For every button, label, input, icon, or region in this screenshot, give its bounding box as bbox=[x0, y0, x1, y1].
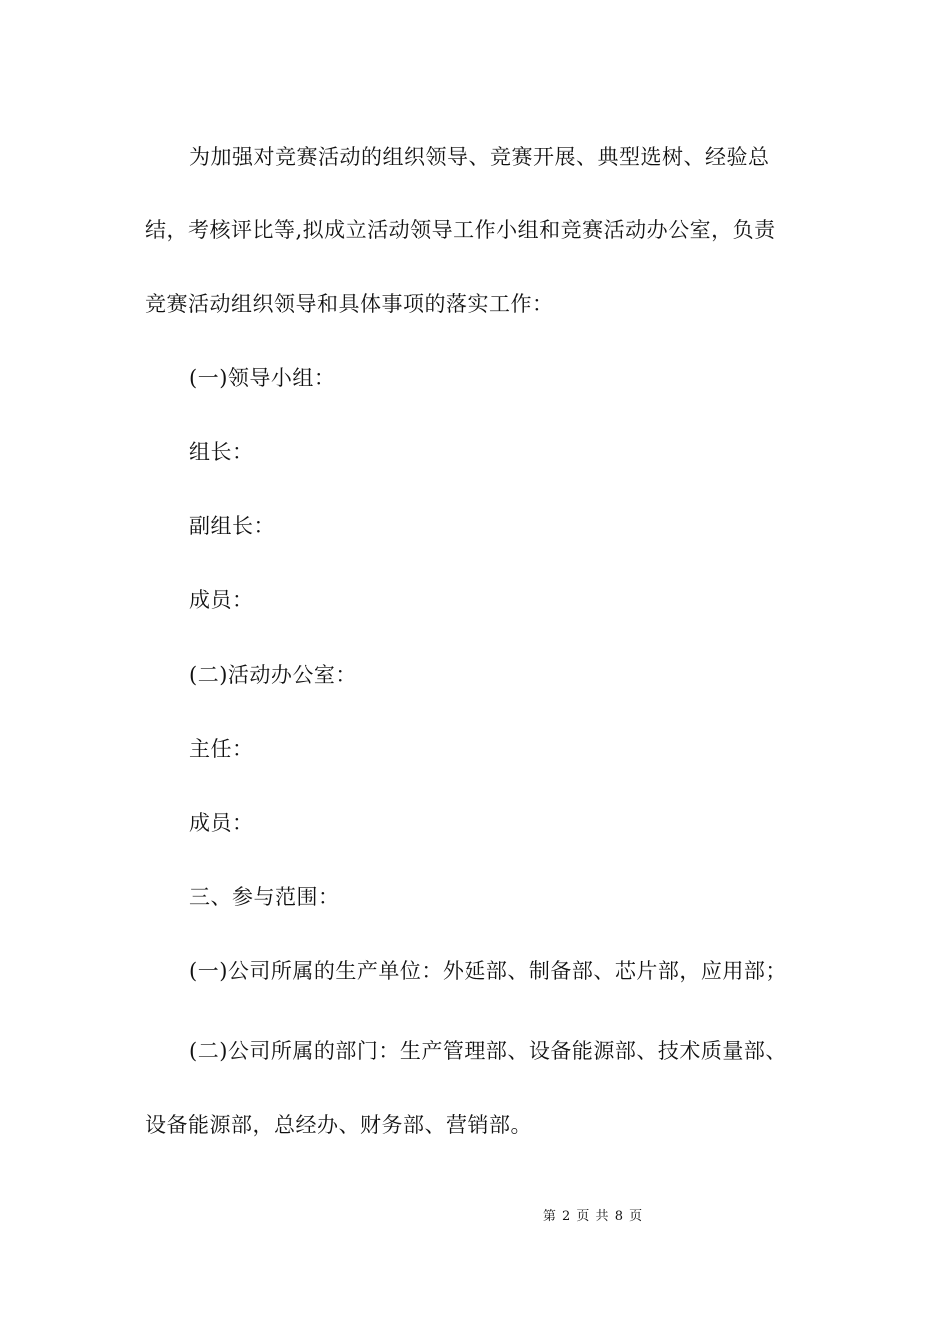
group-leader-label: 组长： bbox=[189, 440, 254, 464]
scope-depts-line-1: (二)公司所属的部门：生产管理部、设备能源部、技术质量部、 bbox=[189, 1039, 787, 1063]
deputy-leader-label: 副组长： bbox=[189, 514, 275, 538]
scope-units: (一)公司所属的生产单位：外延部、制备部、芯片部，应用部； bbox=[189, 959, 787, 983]
office-heading: (二)活动办公室： bbox=[189, 663, 357, 687]
intro-line-2: 结，考核评比等,拟成立活动领导工作小组和竞赛活动办公室，负责 bbox=[145, 218, 776, 242]
scope-heading: 三、参与范围： bbox=[189, 885, 340, 909]
members-label-1: 成员： bbox=[189, 588, 254, 612]
intro-line-1: 为加强对竞赛活动的组织领导、竞赛开展、典型选树、经验总 bbox=[189, 145, 770, 169]
scope-depts-line-2: 设备能源部，总经办、财务部、营销部。 bbox=[145, 1113, 532, 1137]
leader-group-heading: (一)领导小组： bbox=[189, 366, 336, 390]
director-label: 主任： bbox=[189, 737, 254, 761]
page-footer: 第 2 页 共 8 页 bbox=[542, 1209, 644, 1224]
intro-line-3: 竞赛活动组织领导和具体事项的落实工作： bbox=[145, 292, 554, 316]
members-label-2: 成员： bbox=[189, 811, 254, 835]
